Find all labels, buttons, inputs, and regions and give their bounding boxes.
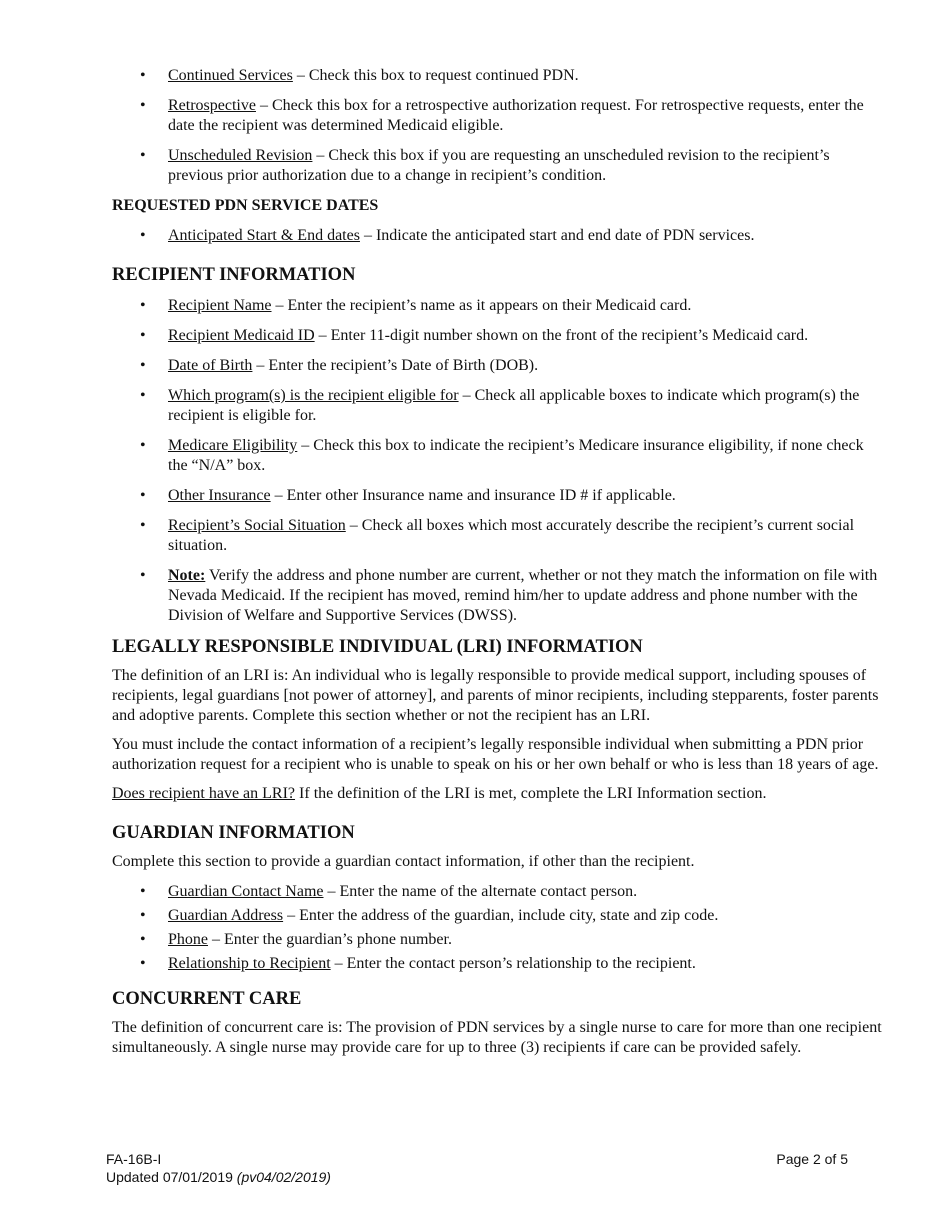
guardian-heading: GUARDIAN INFORMATION: [112, 823, 355, 843]
list-item: • Date of Birth – Enter the recipient’s Date of Birth (DOB).: [140, 357, 539, 374]
list-item: • Relationship to Recipient – Enter the contact person’s relationship to the recipient.: [140, 955, 696, 972]
page-footer: [106, 1150, 848, 1186]
lri-requirement: You must include the contact information of a recipient’s legally responsible individual when submitting a PDN prior authorization request for a recipient who is unable to speak on his or her own behalf or who is less than 18 years of age.: [112, 736, 879, 773]
item-term: Unscheduled Revision: [168, 147, 313, 164]
recipient-heading: RECIPIENT INFORMATION: [112, 265, 356, 285]
page-number: Page 2 of 5: [776, 1151, 848, 1167]
list-item: • Medicare Eligibility – Check this box to indicate the recipient’s Medicare insurance eligibility, if none check the “N/A” box.: [140, 437, 864, 474]
list-item: • Unscheduled Revision – Check this box if you are requesting an unscheduled revision to the recipient’s previous prior authorization due to a change in recipient’s condition.: [140, 147, 830, 184]
updated-line: Updated 07/01/2019 (pv04/02/2019): [106, 1169, 331, 1185]
list-item: • Recipient’s Social Situation – Check all boxes which most accurately describe the recipient’s current social situation.: [140, 517, 855, 554]
list-item: • Recipient Medicaid ID – Enter 11-digit number shown on the front of the recipient’s Medicaid card.: [140, 327, 809, 344]
recipient-list: [112, 296, 882, 626]
guardian-intro: Complete this section to provide a guardian contact information, if other than the recipient.: [112, 853, 695, 870]
lri-question: Does recipient have an LRI? If the definition of the LRI is met, complete the LRI Information section.: [112, 785, 767, 802]
list-item: • Retrospective – Check this box for a retrospective authorization request. For retrospective requests, enter the date the recipient was determined Medicaid eligible.: [140, 97, 864, 134]
document-page: [112, 66, 882, 1058]
guardian-list: [112, 882, 882, 974]
requested-dates-list: [112, 226, 882, 246]
list-item: • Guardian Address – Enter the address of the guardian, include city, state and zip code.: [140, 907, 719, 924]
lri-definition: The definition of an LRI is: An individual who is legally responsible to provide medical support, including spouses of recipients, legal guardians [not power of attorney], and parents of minor recipients, including stepparents, foster parents and adoptive parents. Complete this section whether or not the recipient has an LRI.: [112, 667, 879, 724]
note-item: • Note: Verify the address and phone number are current, whether or not they match the information on file with Nevada Medicaid. If the recipient has moved, remind him/her to update address and phone number with the Division of Welfare and Supportive Services (DWSS).: [140, 567, 878, 624]
lri-heading: LEGALLY RESPONSIBLE INDIVIDUAL (LRI) INFORMATION: [112, 637, 643, 657]
form-id: FA-16B-I: [106, 1151, 162, 1167]
note-label: Note:: [168, 567, 206, 584]
list-item: • Phone – Enter the guardian’s phone number.: [140, 931, 452, 948]
intro-checkbox-list: [112, 66, 882, 186]
list-item: • Recipient Name – Enter the recipient’s name as it appears on their Medicaid card.: [140, 297, 692, 314]
list-item: • Anticipated Start & End dates – Indicate the anticipated start and end date of PDN services.: [140, 227, 755, 244]
item-term: Retrospective: [168, 97, 256, 114]
list-item: • Which program(s) is the recipient eligible for – Check all applicable boxes to indicate which program(s) the recipient is eligible for.: [140, 387, 860, 424]
item-term: Continued Services: [168, 67, 293, 84]
requested-dates-heading: REQUESTED PDN SERVICE DATES: [112, 197, 379, 214]
list-item: • Other Insurance – Enter other Insurance name and insurance ID # if applicable.: [140, 487, 676, 504]
list-item: • Guardian Contact Name – Enter the name of the alternate contact person.: [140, 883, 638, 900]
concurrent-definition: The definition of concurrent care is: The provision of PDN services by a single nurse to care for more than one recipient simultaneously. A single nurse may provide care for up to three (3) recipients if care can be provided safely.: [112, 1019, 882, 1056]
list-item: • Continued Services – Check this box to request continued PDN.: [140, 67, 579, 84]
concurrent-heading: CONCURRENT CARE: [112, 989, 302, 1009]
